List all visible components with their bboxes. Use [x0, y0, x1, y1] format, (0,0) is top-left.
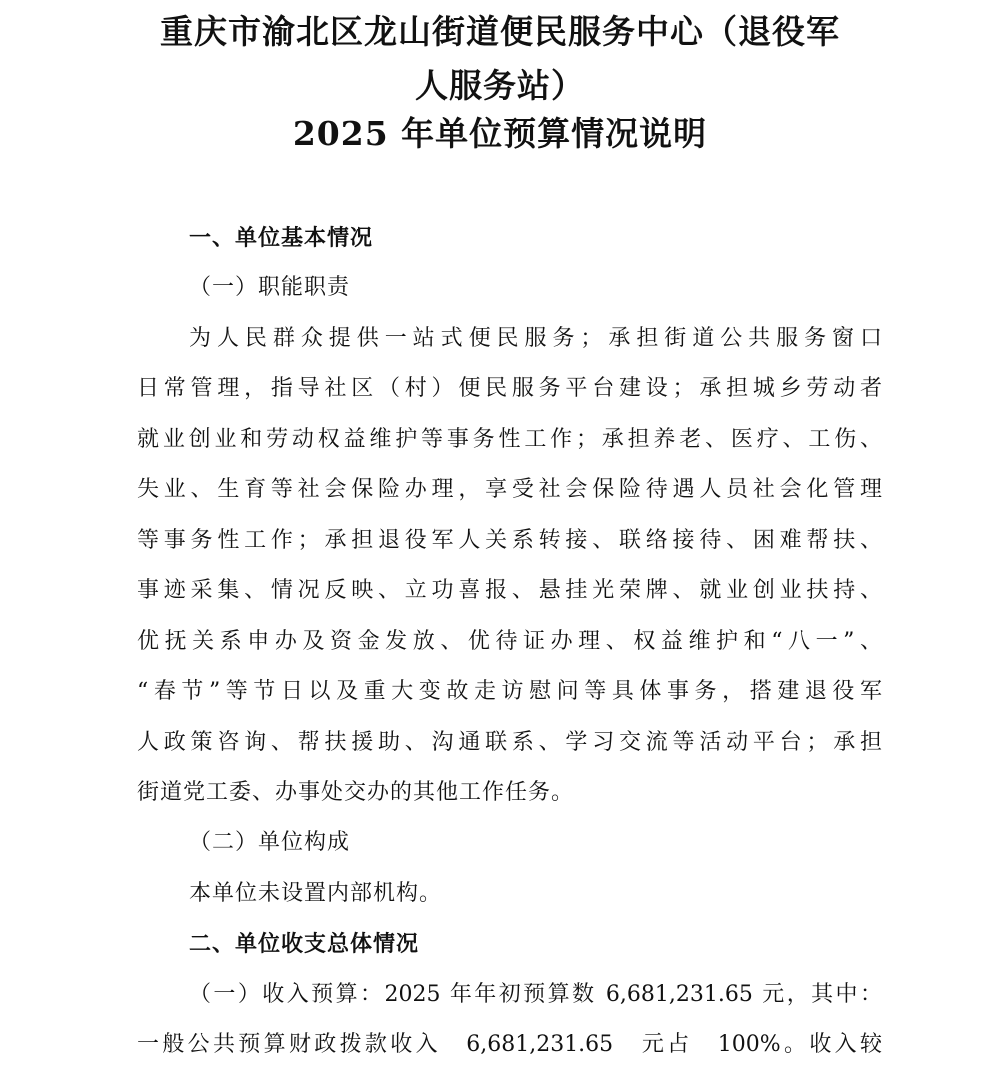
paragraph-line: 失业、生育等社会保险办理，享受社会保险待遇人员社会化管理 [137, 477, 882, 502]
paragraph-line: 事迹采集、情况反映、立功喜报、悬挂光荣牌、就业创业扶持、 [137, 578, 882, 603]
paragraph-line: 为人民群众提供一站式便民服务；承担街道公共服务窗口 [189, 326, 882, 351]
document-title-line-3: 2025 年单位预算情况说明 [292, 114, 708, 153]
paragraph-line: 等事务性工作；承担退役军人关系转接、联络接待、困难帮扶、 [137, 528, 882, 553]
paragraph-line: 人政策咨询、帮扶援助、沟通联系、学习交流等活动平台；承担 [137, 730, 882, 755]
paragraph-line: （一）收入预算：2025 年年初预算数 6,681,231.65 元，其中： [189, 982, 882, 1007]
section-1-heading: 一、单位基本情况 [189, 225, 374, 251]
composition-text: 本单位未设置内部机构。 [189, 881, 443, 906]
paragraph-line: “春节”等节日以及重大变故走访慰问等具体事务，搭建退役军 [137, 679, 882, 704]
paragraph-line: 一般公共预算财政拨款收入 6,681,231.65 元占 100%。收入较 [137, 1032, 882, 1057]
document-title-line-1: 重庆市渝北区龙山街道便民服务中心（退役军 [160, 12, 840, 51]
subsection-composition-heading: （二）单位构成 [189, 830, 351, 855]
section-2-heading: 二、单位收支总体情况 [189, 931, 420, 957]
paragraph-line: 街道党工委、办事处交办的其他工作任务。 [137, 780, 575, 805]
document-title-line-2: 人服务站） [415, 66, 585, 105]
paragraph-line: 就业创业和劳动权益维护等事务性工作；承担养老、医疗、工伤、 [137, 427, 882, 452]
paragraph-line: 优抚关系申办及资金发放、优待证办理、权益维护和“八一”、 [137, 629, 882, 654]
paragraph-line: 日常管理，指导社区（村）便民服务平台建设；承担城乡劳动者 [137, 376, 882, 401]
subsection-functions-heading: （一）职能职责 [189, 275, 351, 300]
